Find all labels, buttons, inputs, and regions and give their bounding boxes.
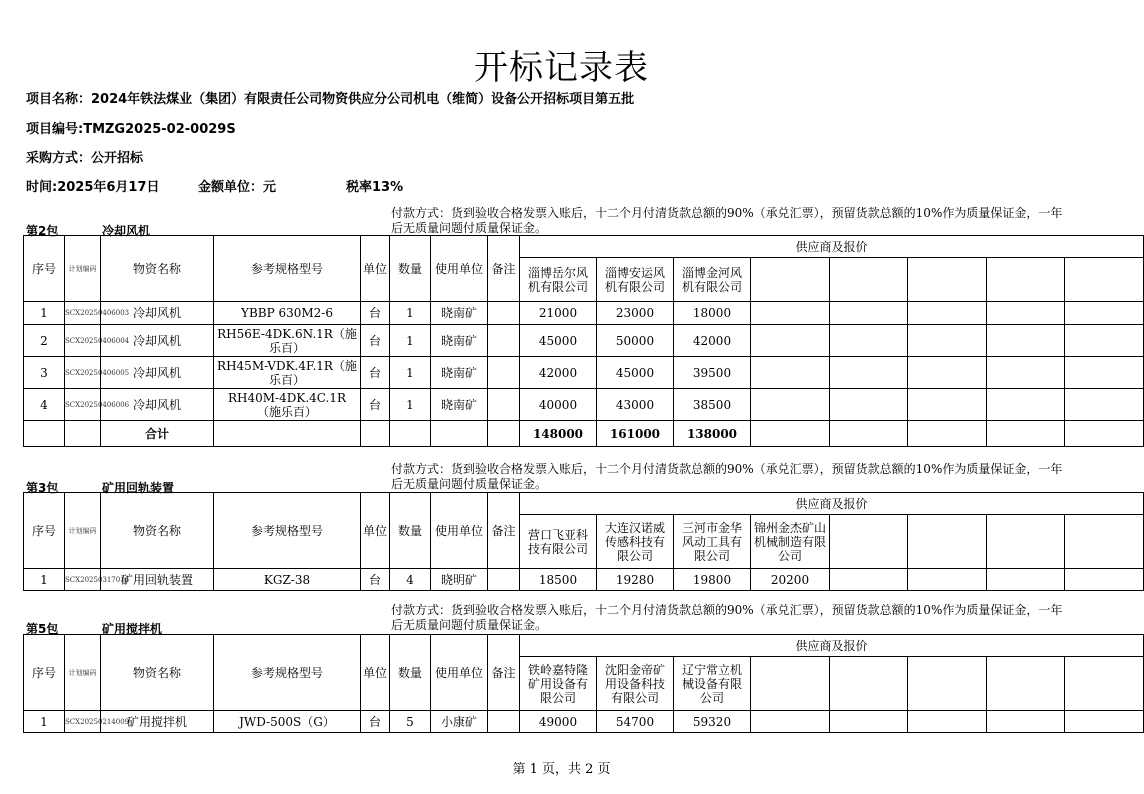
total-price <box>987 421 1065 447</box>
row-dept: 晓南矿 <box>431 389 488 421</box>
row-price: 18500 <box>520 569 597 591</box>
tax-rate: 税率13% <box>346 180 404 195</box>
payment-terms: 付款方式：货到验收合格发票入账后，十二个月付清货款总额的90%（承兑汇票），预留货款总额的10%作为质量保证金，一年后无质量问题付质量保证金。 <box>391 462 1063 491</box>
seq-header: 序号 <box>24 493 65 569</box>
dept-header: 使用单位 <box>431 493 488 569</box>
supplier-name <box>751 258 830 302</box>
dept-header: 使用单位 <box>431 635 488 711</box>
row-price <box>987 325 1065 357</box>
row-price <box>830 325 908 357</box>
procurement-method: 采购方式：公开招标 <box>26 151 144 166</box>
row-plan-code: SCX20250317016 <box>65 569 101 591</box>
package-label: 第3包 矿用回轨装置 <box>26 481 175 495</box>
supplier-name: 营口飞亚科技有限公司 <box>520 515 597 569</box>
row-price: 42000 <box>520 357 597 389</box>
supplier-name <box>1065 258 1144 302</box>
row-spec: RH45M-VDK.4F.1R（施乐百） <box>214 357 361 389</box>
row-price: 50000 <box>597 325 674 357</box>
row-unit: 台 <box>361 325 390 357</box>
table-row <box>24 302 1144 325</box>
row-seq: 1 <box>24 569 65 591</box>
total-label: 合计 <box>101 421 214 447</box>
row-qty: 1 <box>390 357 431 389</box>
supplier-name: 淄博安运风机有限公司 <box>597 258 674 302</box>
supplier-name: 三河市金华风动工具有限公司 <box>674 515 751 569</box>
dept-header: 使用单位 <box>431 236 488 302</box>
row-unit: 台 <box>361 357 390 389</box>
seq-header: 序号 <box>24 635 65 711</box>
qty-header: 数量 <box>390 635 431 711</box>
total-price <box>1065 421 1144 447</box>
total-blank <box>361 421 390 447</box>
supplier-name: 沈阳金帝矿用设备科技有限公司 <box>597 657 674 711</box>
package-name: 矿用回轨装置 <box>102 481 175 495</box>
row-dept: 小康矿 <box>431 711 488 733</box>
project-name: 项目名称：2024年铁法煤业（集团）有限责任公司物资供应分公司机电（维简）设备公开招标项目第五批 <box>26 92 635 107</box>
row-unit: 台 <box>361 389 390 421</box>
row-price <box>830 302 908 325</box>
row-price <box>1065 302 1144 325</box>
row-note <box>488 357 520 389</box>
note-header: 备注 <box>488 236 520 302</box>
row-price: 38500 <box>674 389 751 421</box>
row-qty: 1 <box>390 302 431 325</box>
total-blank <box>488 421 520 447</box>
total-blank <box>390 421 431 447</box>
row-plan-code: SCX20250406005 <box>65 357 101 389</box>
row-unit: 台 <box>361 302 390 325</box>
table-row <box>24 569 1144 591</box>
page-title: 开标记录表 <box>474 48 649 88</box>
project-number: 项目编号:TMZG2025-02-0029S <box>26 122 236 137</box>
plan-code-header: 计划编码 <box>65 236 101 302</box>
row-dept: 晓明矿 <box>431 569 488 591</box>
row-dept: 晓南矿 <box>431 302 488 325</box>
row-note <box>488 389 520 421</box>
supplier-name: 铁岭嘉特隆矿用设备有限公司 <box>520 657 597 711</box>
row-price <box>908 389 987 421</box>
table-row <box>24 357 1144 389</box>
row-unit: 台 <box>361 569 390 591</box>
row-dept: 晓南矿 <box>431 325 488 357</box>
row-name: 冷却风机 <box>101 389 214 421</box>
row-price <box>830 389 908 421</box>
unit-header: 单位 <box>361 236 390 302</box>
package-label: 第2包 冷却风机 <box>26 224 151 238</box>
currency-unit: 金额单位：元 <box>198 180 277 195</box>
row-price <box>1065 389 1144 421</box>
bid-date: 时间:2025年6月17日 <box>26 180 160 195</box>
package-label: 第5包 矿用搅拌机 <box>26 622 163 636</box>
row-price: 39500 <box>674 357 751 389</box>
payment-terms: 付款方式：货到验收合格发票入账后，十二个月付清货款总额的90%（承兑汇票），预留货款总额的10%作为质量保证金，一年后无质量问题付质量保证金。 <box>391 206 1063 235</box>
unit-header: 单位 <box>361 493 390 569</box>
total-price: 138000 <box>674 421 751 447</box>
row-spec: JWD-500S（G） <box>214 711 361 733</box>
meta-line <box>26 176 403 195</box>
row-price <box>987 569 1065 591</box>
bid-table <box>23 634 1144 733</box>
total-blank <box>431 421 488 447</box>
spec-header: 参考规格型号 <box>214 236 361 302</box>
package-name: 矿用搅拌机 <box>102 622 163 636</box>
qty-header: 数量 <box>390 493 431 569</box>
supplier-name: 辽宁常立机械设备有限公司 <box>674 657 751 711</box>
supplier-name <box>987 657 1065 711</box>
row-price <box>1065 325 1144 357</box>
row-price: 19800 <box>674 569 751 591</box>
payment-terms: 付款方式：货到验收合格发票入账后，十二个月付清货款总额的90%（承兑汇票），预留货款总额的10%作为质量保证金，一年后无质量问题付质量保证金。 <box>391 603 1063 632</box>
row-price: 18000 <box>674 302 751 325</box>
row-price <box>987 389 1065 421</box>
row-qty: 1 <box>390 389 431 421</box>
row-price: 59320 <box>674 711 751 733</box>
row-seq: 4 <box>24 389 65 421</box>
row-price: 40000 <box>520 389 597 421</box>
note-header: 备注 <box>488 493 520 569</box>
spec-header: 参考规格型号 <box>214 493 361 569</box>
row-spec: YBBP 630M2-6 <box>214 302 361 325</box>
bid-table <box>23 492 1144 591</box>
row-price: 43000 <box>597 389 674 421</box>
supplier-name <box>751 657 830 711</box>
bid-table <box>23 235 1144 447</box>
row-seq: 2 <box>24 325 65 357</box>
row-price: 49000 <box>520 711 597 733</box>
supplier-name: 淄博岳尔风机有限公司 <box>520 258 597 302</box>
total-blank <box>24 421 65 447</box>
package-name: 冷却风机 <box>102 224 151 238</box>
row-plan-code: SCX20250406006 <box>65 389 101 421</box>
row-price <box>987 711 1065 733</box>
note-header: 备注 <box>488 635 520 711</box>
row-name: 冷却风机 <box>101 325 214 357</box>
total-price <box>751 421 830 447</box>
row-price <box>1065 569 1144 591</box>
row-price <box>1065 357 1144 389</box>
plan-code-header: 计划编码 <box>65 635 101 711</box>
table-row <box>24 711 1144 733</box>
unit-header: 单位 <box>361 635 390 711</box>
row-price: 21000 <box>520 302 597 325</box>
supplier-name: 淄博金河风机有限公司 <box>674 258 751 302</box>
row-price <box>830 711 908 733</box>
row-seq: 3 <box>24 357 65 389</box>
row-price <box>751 325 830 357</box>
row-price: 20200 <box>751 569 830 591</box>
row-plan-code: SCX20250214009 <box>65 711 101 733</box>
row-price: 23000 <box>597 302 674 325</box>
row-price: 42000 <box>674 325 751 357</box>
row-spec: RH40M-4DK.4C.1R（施乐百） <box>214 389 361 421</box>
row-price <box>908 302 987 325</box>
row-plan-code: SCX20250406004 <box>65 325 101 357</box>
row-price: 19280 <box>597 569 674 591</box>
supplier-name <box>830 258 908 302</box>
name-header: 物资名称 <box>101 236 214 302</box>
row-price <box>1065 711 1144 733</box>
row-price: 54700 <box>597 711 674 733</box>
row-dept: 晓南矿 <box>431 357 488 389</box>
row-name: 冷却风机 <box>101 302 214 325</box>
supplier-name <box>830 515 908 569</box>
row-price <box>751 389 830 421</box>
row-price <box>908 325 987 357</box>
row-spec: RH56E-4DK.6N.1R（施乐百） <box>214 325 361 357</box>
row-note <box>488 302 520 325</box>
row-price <box>908 569 987 591</box>
row-unit: 台 <box>361 711 390 733</box>
supplier-name <box>987 515 1065 569</box>
row-note <box>488 325 520 357</box>
row-price: 45000 <box>597 357 674 389</box>
seq-header: 序号 <box>24 236 65 302</box>
supplier-quote-header: 供应商及报价 <box>520 493 1144 515</box>
supplier-name <box>908 657 987 711</box>
supplier-quote-header: 供应商及报价 <box>520 236 1144 258</box>
table-row <box>24 325 1144 357</box>
row-name: 矿用搅拌机 <box>101 711 214 733</box>
row-price <box>751 302 830 325</box>
supplier-name <box>1065 657 1144 711</box>
row-seq: 1 <box>24 302 65 325</box>
total-price <box>908 421 987 447</box>
page-footer: 第 1 页，共 2 页 <box>512 762 611 777</box>
supplier-name <box>908 258 987 302</box>
row-price <box>908 357 987 389</box>
supplier-name: 大连汉诺威传感科技有限公司 <box>597 515 674 569</box>
row-qty: 5 <box>390 711 431 733</box>
row-plan-code: SCX20250406003 <box>65 302 101 325</box>
row-qty: 4 <box>390 569 431 591</box>
total-blank <box>65 421 101 447</box>
row-spec: KGZ-38 <box>214 569 361 591</box>
total-blank <box>214 421 361 447</box>
total-price <box>830 421 908 447</box>
total-row <box>24 421 1144 447</box>
total-price: 148000 <box>520 421 597 447</box>
row-price <box>830 357 908 389</box>
name-header: 物资名称 <box>101 635 214 711</box>
row-name: 冷却风机 <box>101 357 214 389</box>
spec-header: 参考规格型号 <box>214 635 361 711</box>
row-price: 45000 <box>520 325 597 357</box>
total-price: 161000 <box>597 421 674 447</box>
row-name: 矿用回轨装置 <box>101 569 214 591</box>
row-price <box>987 302 1065 325</box>
row-price <box>751 711 830 733</box>
plan-code-header: 计划编码 <box>65 493 101 569</box>
row-price <box>987 357 1065 389</box>
row-note <box>488 569 520 591</box>
row-qty: 1 <box>390 325 431 357</box>
row-note <box>488 711 520 733</box>
row-price <box>751 357 830 389</box>
name-header: 物资名称 <box>101 493 214 569</box>
qty-header: 数量 <box>390 236 431 302</box>
row-seq: 1 <box>24 711 65 733</box>
table-row <box>24 389 1144 421</box>
supplier-name <box>830 657 908 711</box>
row-price <box>830 569 908 591</box>
supplier-name <box>987 258 1065 302</box>
row-price <box>908 711 987 733</box>
supplier-name: 锦州金杰矿山机械制造有限公司 <box>751 515 830 569</box>
supplier-name <box>908 515 987 569</box>
supplier-name <box>1065 515 1144 569</box>
supplier-quote-header: 供应商及报价 <box>520 635 1144 657</box>
